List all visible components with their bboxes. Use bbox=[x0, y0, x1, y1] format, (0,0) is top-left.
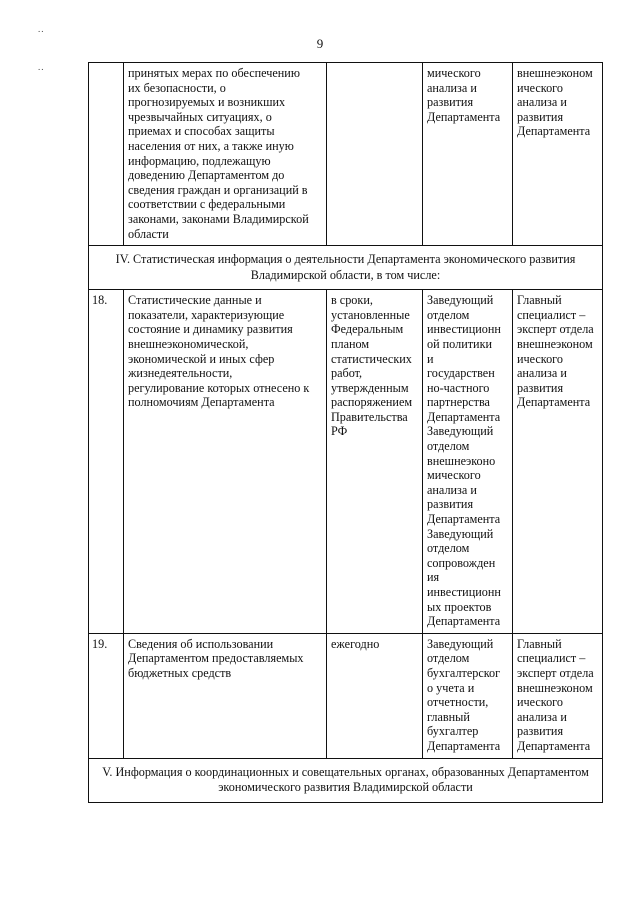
row-description: Статистические данные и показатели, характеризующие состояние и динамику развития внешнеэкономической, экономической и иных сфер жизнедеятельности, регулирование которых отнесено к полномочиям Департамента bbox=[128, 293, 310, 410]
row-deadline: в сроки, установленные Федеральным планом статистических работ, утвержденным распоряжением Правительства РФ bbox=[331, 293, 413, 439]
row-executor: внешнеэконом ического анализа и развития Департамента bbox=[517, 66, 593, 139]
executor-cell bbox=[513, 290, 603, 634]
table-row-continuation bbox=[89, 63, 603, 246]
executor-cell bbox=[513, 633, 603, 758]
page-number: 9 bbox=[316, 36, 324, 51]
section-header-row bbox=[89, 246, 603, 290]
deadline-cell bbox=[327, 63, 423, 246]
responsible-cell bbox=[423, 290, 513, 634]
row-number: 18. bbox=[92, 293, 108, 308]
deadline-cell bbox=[327, 633, 423, 758]
executor-cell bbox=[513, 63, 603, 246]
row-description: Сведения об использовании Департаментом предоставляемых бюджетных средств bbox=[128, 636, 304, 680]
description-cell bbox=[124, 633, 327, 758]
table-row bbox=[89, 290, 603, 634]
row-number-cell bbox=[89, 633, 124, 758]
row-executor: Главный специалист – эксперт отдела внешнеэконом ического анализа и развития Департамента bbox=[517, 636, 594, 753]
row-description: принятых мерах по обеспечению их безопасности, о прогнозируемых и возникших чрезвычайных ситуациях, о приемах и способах защиты населения от них, а также иную информацию, подлежащую доведению Департаментом до сведения граждан и организаций в соответствии с федеральными законами, законами Владимирской области bbox=[128, 66, 309, 241]
row-number-cell bbox=[89, 290, 124, 634]
description-cell bbox=[124, 290, 327, 634]
responsible-cell bbox=[423, 633, 513, 758]
scan-mark-bottom: .. bbox=[38, 62, 45, 72]
row-number: 19. bbox=[92, 636, 108, 651]
row-number-cell bbox=[89, 63, 124, 246]
section-header-row bbox=[89, 758, 603, 802]
information-table bbox=[88, 62, 603, 803]
deadline-cell bbox=[327, 290, 423, 634]
row-deadline: ежегодно bbox=[331, 636, 380, 651]
row-responsible: мического анализа и развития Департамента bbox=[427, 66, 501, 124]
responsible-cell bbox=[423, 63, 513, 246]
section-5-heading: V. Информация о координационных и совещательных органах, образованных Департаментом экономического развития Владимирской области bbox=[89, 758, 603, 802]
description-cell bbox=[124, 63, 327, 246]
row-responsible: Заведующий отделом бухгалтерског о учета и отчетности, главный бухгалтер Департамента bbox=[427, 636, 501, 753]
section-4-heading: IV. Статистическая информация о деятельности Департамента экономического развития Владимирской области, в том числе: bbox=[89, 246, 603, 290]
row-responsible: Заведующий отделом инвестиционн ой политики и государствен но-частного партнерства Департамента Заведующий отделом внешнеэконо мического анализа и развития Департамента Заведующий отделом сопровожден ия инвестиционн ых проектов Департамента bbox=[427, 293, 501, 629]
table-row bbox=[89, 633, 603, 758]
scan-mark-top: .. bbox=[38, 24, 45, 34]
row-executor: Главный специалист – эксперт отдела внешнеэконом ического анализа и развития Департамента bbox=[517, 293, 594, 410]
